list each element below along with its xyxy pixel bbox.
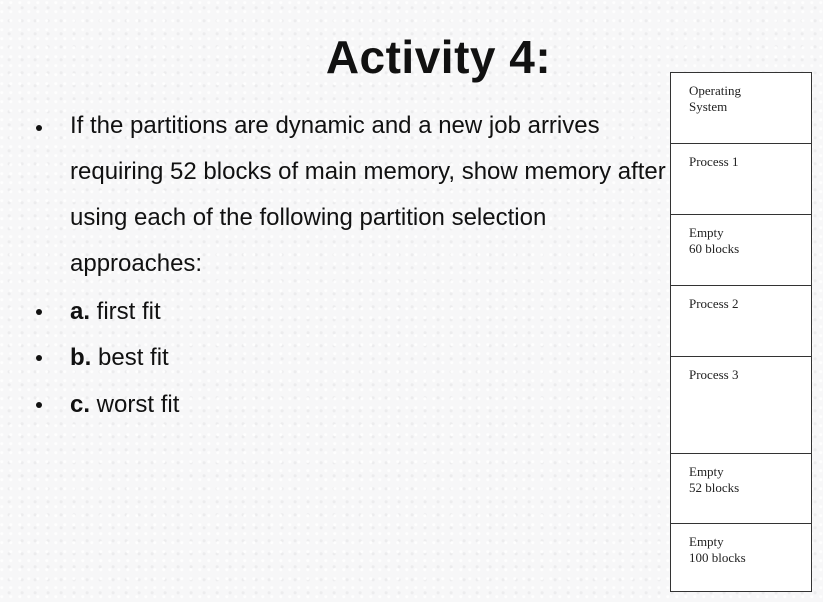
memory-segment-os [671, 73, 811, 144]
segment-label-line1: Empty [689, 534, 724, 549]
memory-diagram [670, 72, 812, 592]
bullet-first-fit-text [70, 288, 670, 335]
segment-label-line1: Process 2 [689, 296, 739, 311]
segment-label-line2: 100 blocks [689, 550, 746, 565]
bullet-intro-text: If the partitions are dynamic and a new job arrives requiring 52 blocks of main memory, show memory after using each of the following partition selection approaches: [70, 112, 666, 277]
option-text-b: best fit [91, 344, 169, 371]
bullet-dot-icon [36, 125, 42, 131]
memory-segment-process-1 [671, 144, 811, 215]
segment-label-line2: 60 blocks [689, 241, 740, 256]
option-label-b: b. [70, 344, 92, 371]
option-label-c: c. [70, 391, 91, 418]
segment-label-line1: Empty [689, 225, 724, 240]
option-text-c: worst fit [90, 391, 180, 418]
segment-label-line2: System [689, 99, 728, 114]
bullet-worst-fit-text [70, 381, 670, 428]
segment-label-line1: Process 1 [689, 154, 739, 169]
segment-label-line2: 52 blocks [689, 480, 740, 495]
memory-segment-empty-100 [671, 524, 811, 593]
slide-title-text: Activity 4: [325, 31, 552, 83]
option-text-a: first fit [90, 298, 161, 325]
segment-label-line1: Empty [689, 464, 724, 479]
segment-label-line1: Operating [689, 83, 741, 98]
bullet-dot-icon [36, 355, 42, 361]
memory-segment-process-2 [671, 286, 811, 357]
segment-label-line1: Process 3 [689, 367, 739, 382]
bullet-dot-icon [36, 402, 42, 408]
memory-segment-empty-52 [671, 454, 811, 524]
bullet-dot-icon [36, 309, 42, 315]
memory-segment-empty-60 [671, 215, 811, 286]
bullet-best-fit-text [70, 334, 670, 381]
memory-segment-process-3 [671, 357, 811, 454]
option-label-a: a. [70, 298, 91, 325]
